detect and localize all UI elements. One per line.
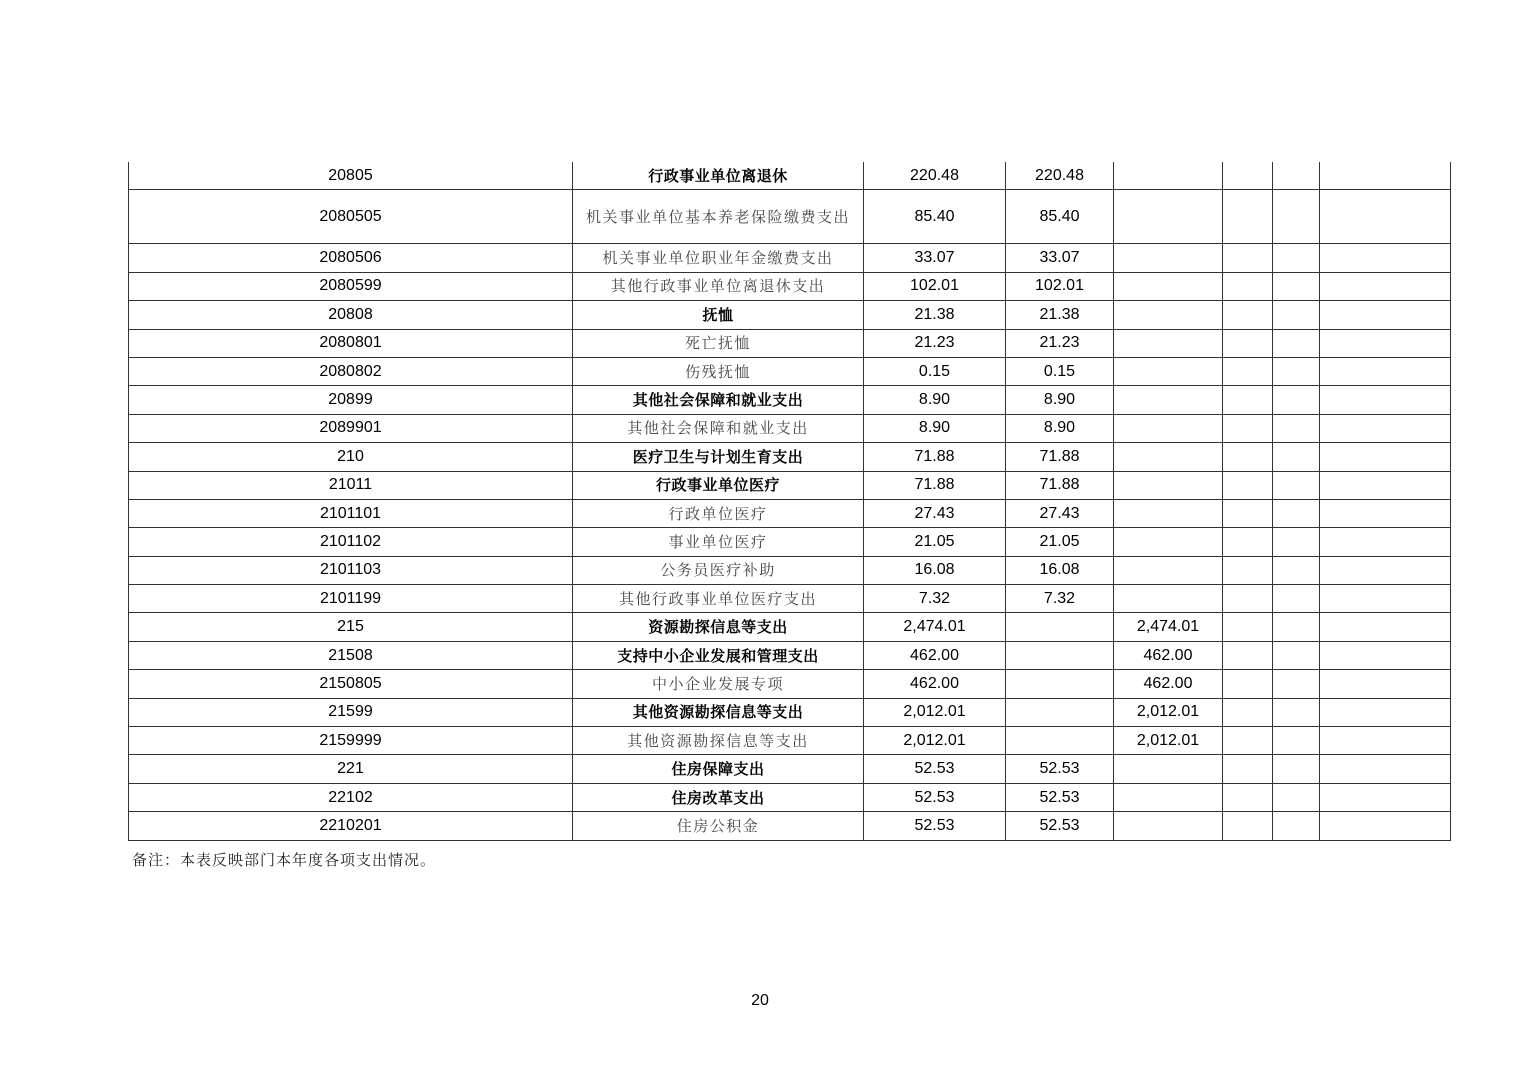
empty-cell — [1223, 301, 1273, 329]
project-expenditure-cell — [1114, 357, 1223, 385]
table-row — [129, 755, 1451, 783]
basic-expenditure-cell: 52.53 — [1006, 812, 1114, 840]
empty-cell — [1320, 499, 1451, 527]
total-amount-cell: 16.08 — [864, 556, 1006, 584]
empty-cell — [1223, 414, 1273, 442]
empty-cell — [1320, 613, 1451, 641]
account-name-cell: 行政事业单位医疗 — [573, 471, 864, 499]
account-code-cell: 21011 — [129, 471, 573, 499]
account-code-cell: 2080506 — [129, 244, 573, 272]
total-amount-cell: 8.90 — [864, 386, 1006, 414]
page-number: 20 — [751, 992, 769, 1009]
basic-expenditure-cell: 220.48 — [1006, 162, 1114, 190]
table-row — [129, 528, 1451, 556]
project-expenditure-cell — [1114, 414, 1223, 442]
empty-cell — [1223, 727, 1273, 755]
empty-cell — [1320, 698, 1451, 726]
empty-cell — [1320, 414, 1451, 442]
table-row — [129, 698, 1451, 726]
table-row — [129, 670, 1451, 698]
empty-cell — [1273, 698, 1320, 726]
table-row — [129, 386, 1451, 414]
empty-cell — [1223, 329, 1273, 357]
empty-cell — [1223, 783, 1273, 811]
table-row — [129, 329, 1451, 357]
account-code-cell: 2101103 — [129, 556, 573, 584]
table-row — [129, 783, 1451, 811]
empty-cell — [1273, 471, 1320, 499]
account-name-cell: 伤残抚恤 — [573, 357, 864, 385]
basic-expenditure-cell: 102.01 — [1006, 272, 1114, 300]
empty-cell — [1223, 272, 1273, 300]
table-row — [129, 272, 1451, 300]
basic-expenditure-cell: 27.43 — [1006, 499, 1114, 527]
account-name-cell: 支持中小企业发展和管理支出 — [573, 641, 864, 669]
basic-expenditure-cell: 21.38 — [1006, 301, 1114, 329]
total-amount-cell: 220.48 — [864, 162, 1006, 190]
empty-cell — [1320, 443, 1451, 471]
empty-cell — [1223, 670, 1273, 698]
empty-cell — [1320, 556, 1451, 584]
basic-expenditure-cell — [1006, 698, 1114, 726]
basic-expenditure-cell: 21.05 — [1006, 528, 1114, 556]
empty-cell — [1223, 698, 1273, 726]
account-code-cell: 20899 — [129, 386, 573, 414]
empty-cell — [1223, 443, 1273, 471]
basic-expenditure-cell — [1006, 727, 1114, 755]
account-name-cell: 机关事业单位基本养老保险缴费支出 — [573, 190, 864, 244]
total-amount-cell: 33.07 — [864, 244, 1006, 272]
empty-cell — [1320, 471, 1451, 499]
total-amount-cell: 2,012.01 — [864, 727, 1006, 755]
project-expenditure-cell — [1114, 301, 1223, 329]
account-code-cell: 2150805 — [129, 670, 573, 698]
empty-cell — [1273, 727, 1320, 755]
empty-cell — [1273, 499, 1320, 527]
table-row — [129, 471, 1451, 499]
empty-cell — [1273, 641, 1320, 669]
basic-expenditure-cell: 8.90 — [1006, 414, 1114, 442]
empty-cell — [1320, 244, 1451, 272]
project-expenditure-cell — [1114, 443, 1223, 471]
project-expenditure-cell: 2,012.01 — [1114, 698, 1223, 726]
account-code-cell: 2159999 — [129, 727, 573, 755]
basic-expenditure-cell: 7.32 — [1006, 585, 1114, 613]
total-amount-cell: 71.88 — [864, 471, 1006, 499]
account-name-cell: 住房改革支出 — [573, 783, 864, 811]
account-code-cell: 2080599 — [129, 272, 573, 300]
empty-cell — [1223, 471, 1273, 499]
empty-cell — [1273, 190, 1320, 244]
project-expenditure-cell: 462.00 — [1114, 641, 1223, 669]
table-row — [129, 585, 1451, 613]
empty-cell — [1320, 386, 1451, 414]
basic-expenditure-cell: 16.08 — [1006, 556, 1114, 584]
account-name-cell: 公务员医疗补助 — [573, 556, 864, 584]
empty-cell — [1320, 162, 1451, 190]
total-amount-cell: 85.40 — [864, 190, 1006, 244]
empty-cell — [1320, 783, 1451, 811]
total-amount-cell: 21.23 — [864, 329, 1006, 357]
account-code-cell: 2101102 — [129, 528, 573, 556]
project-expenditure-cell: 2,474.01 — [1114, 613, 1223, 641]
total-amount-cell: 71.88 — [864, 443, 1006, 471]
total-amount-cell: 0.15 — [864, 357, 1006, 385]
basic-expenditure-cell — [1006, 613, 1114, 641]
empty-cell — [1273, 443, 1320, 471]
project-expenditure-cell — [1114, 471, 1223, 499]
table-note: 备注：本表反映部门本年度各项支出情况。 — [132, 851, 437, 869]
total-amount-cell: 27.43 — [864, 499, 1006, 527]
account-name-cell: 其他社会保障和就业支出 — [573, 414, 864, 442]
account-name-cell: 机关事业单位职业年金缴费支出 — [573, 244, 864, 272]
empty-cell — [1320, 641, 1451, 669]
table-row — [129, 162, 1451, 190]
account-code-cell: 215 — [129, 613, 573, 641]
total-amount-cell: 52.53 — [864, 755, 1006, 783]
basic-expenditure-cell: 85.40 — [1006, 190, 1114, 244]
total-amount-cell: 462.00 — [864, 670, 1006, 698]
account-name-cell: 其他行政事业单位离退休支出 — [573, 272, 864, 300]
empty-cell — [1273, 414, 1320, 442]
total-amount-cell: 21.05 — [864, 528, 1006, 556]
project-expenditure-cell — [1114, 386, 1223, 414]
empty-cell — [1223, 755, 1273, 783]
account-code-cell: 20808 — [129, 301, 573, 329]
table-body — [129, 162, 1451, 840]
account-name-cell: 事业单位医疗 — [573, 528, 864, 556]
account-name-cell: 资源勘探信息等支出 — [573, 613, 864, 641]
account-name-cell: 医疗卫生与计划生育支出 — [573, 443, 864, 471]
table-row — [129, 443, 1451, 471]
basic-expenditure-cell: 0.15 — [1006, 357, 1114, 385]
table-row — [129, 556, 1451, 584]
table-row — [129, 244, 1451, 272]
empty-cell — [1273, 528, 1320, 556]
account-name-cell: 中小企业发展专项 — [573, 670, 864, 698]
total-amount-cell: 8.90 — [864, 414, 1006, 442]
expenditure-table — [128, 162, 1451, 841]
basic-expenditure-cell: 52.53 — [1006, 755, 1114, 783]
basic-expenditure-cell — [1006, 670, 1114, 698]
empty-cell — [1223, 556, 1273, 584]
empty-cell — [1223, 499, 1273, 527]
table-row — [129, 499, 1451, 527]
account-name-cell: 其他行政事业单位医疗支出 — [573, 585, 864, 613]
project-expenditure-cell — [1114, 556, 1223, 584]
empty-cell — [1320, 812, 1451, 840]
project-expenditure-cell: 2,012.01 — [1114, 727, 1223, 755]
total-amount-cell: 52.53 — [864, 783, 1006, 811]
account-code-cell: 2089901 — [129, 414, 573, 442]
project-expenditure-cell — [1114, 528, 1223, 556]
table-row — [129, 301, 1451, 329]
account-name-cell: 住房公积金 — [573, 812, 864, 840]
project-expenditure-cell — [1114, 329, 1223, 357]
empty-cell — [1223, 641, 1273, 669]
total-amount-cell: 2,474.01 — [864, 613, 1006, 641]
empty-cell — [1223, 386, 1273, 414]
empty-cell — [1273, 556, 1320, 584]
basic-expenditure-cell — [1006, 641, 1114, 669]
empty-cell — [1223, 190, 1273, 244]
project-expenditure-cell: 462.00 — [1114, 670, 1223, 698]
account-code-cell: 2101199 — [129, 585, 573, 613]
empty-cell — [1320, 190, 1451, 244]
empty-cell — [1223, 162, 1273, 190]
empty-cell — [1320, 585, 1451, 613]
total-amount-cell: 462.00 — [864, 641, 1006, 669]
account-name-cell: 住房保障支出 — [573, 755, 864, 783]
account-name-cell: 其他资源勘探信息等支出 — [573, 727, 864, 755]
empty-cell — [1320, 670, 1451, 698]
empty-cell — [1273, 329, 1320, 357]
empty-cell — [1273, 585, 1320, 613]
account-code-cell: 2080801 — [129, 329, 573, 357]
empty-cell — [1320, 272, 1451, 300]
empty-cell — [1223, 357, 1273, 385]
account-code-cell: 20805 — [129, 162, 573, 190]
empty-cell — [1223, 244, 1273, 272]
project-expenditure-cell — [1114, 585, 1223, 613]
account-code-cell: 210 — [129, 443, 573, 471]
empty-cell — [1273, 613, 1320, 641]
account-code-cell: 2080505 — [129, 190, 573, 244]
total-amount-cell: 21.38 — [864, 301, 1006, 329]
basic-expenditure-cell: 71.88 — [1006, 443, 1114, 471]
basic-expenditure-cell: 52.53 — [1006, 783, 1114, 811]
empty-cell — [1273, 386, 1320, 414]
project-expenditure-cell — [1114, 812, 1223, 840]
basic-expenditure-cell: 71.88 — [1006, 471, 1114, 499]
account-name-cell: 行政事业单位离退休 — [573, 162, 864, 190]
empty-cell — [1273, 812, 1320, 840]
account-name-cell: 死亡抚恤 — [573, 329, 864, 357]
empty-cell — [1223, 528, 1273, 556]
project-expenditure-cell — [1114, 272, 1223, 300]
account-code-cell: 2101101 — [129, 499, 573, 527]
table-row — [129, 812, 1451, 840]
account-code-cell: 2210201 — [129, 812, 573, 840]
empty-cell — [1273, 783, 1320, 811]
empty-cell — [1273, 162, 1320, 190]
empty-cell — [1273, 272, 1320, 300]
table-row — [129, 414, 1451, 442]
project-expenditure-cell — [1114, 244, 1223, 272]
account-code-cell: 21508 — [129, 641, 573, 669]
empty-cell — [1273, 670, 1320, 698]
project-expenditure-cell — [1114, 190, 1223, 244]
project-expenditure-cell — [1114, 162, 1223, 190]
empty-cell — [1273, 755, 1320, 783]
account-code-cell: 22102 — [129, 783, 573, 811]
account-name-cell: 其他社会保障和就业支出 — [573, 386, 864, 414]
empty-cell — [1320, 301, 1451, 329]
basic-expenditure-cell: 33.07 — [1006, 244, 1114, 272]
empty-cell — [1320, 755, 1451, 783]
table-row — [129, 641, 1451, 669]
account-code-cell: 2080802 — [129, 357, 573, 385]
empty-cell — [1223, 613, 1273, 641]
basic-expenditure-cell: 8.90 — [1006, 386, 1114, 414]
empty-cell — [1223, 812, 1273, 840]
basic-expenditure-cell: 21.23 — [1006, 329, 1114, 357]
project-expenditure-cell — [1114, 783, 1223, 811]
project-expenditure-cell — [1114, 499, 1223, 527]
table-row — [129, 727, 1451, 755]
total-amount-cell: 7.32 — [864, 585, 1006, 613]
account-code-cell: 21599 — [129, 698, 573, 726]
empty-cell — [1273, 301, 1320, 329]
empty-cell — [1273, 357, 1320, 385]
empty-cell — [1273, 244, 1320, 272]
total-amount-cell: 2,012.01 — [864, 698, 1006, 726]
account-name-cell: 其他资源勘探信息等支出 — [573, 698, 864, 726]
empty-cell — [1320, 727, 1451, 755]
account-name-cell: 抚恤 — [573, 301, 864, 329]
empty-cell — [1320, 329, 1451, 357]
account-code-cell: 221 — [129, 755, 573, 783]
table-row — [129, 357, 1451, 385]
empty-cell — [1320, 357, 1451, 385]
empty-cell — [1223, 585, 1273, 613]
table-row — [129, 613, 1451, 641]
table-row — [129, 190, 1451, 244]
project-expenditure-cell — [1114, 755, 1223, 783]
account-name-cell: 行政单位医疗 — [573, 499, 864, 527]
total-amount-cell: 52.53 — [864, 812, 1006, 840]
empty-cell — [1320, 528, 1451, 556]
total-amount-cell: 102.01 — [864, 272, 1006, 300]
